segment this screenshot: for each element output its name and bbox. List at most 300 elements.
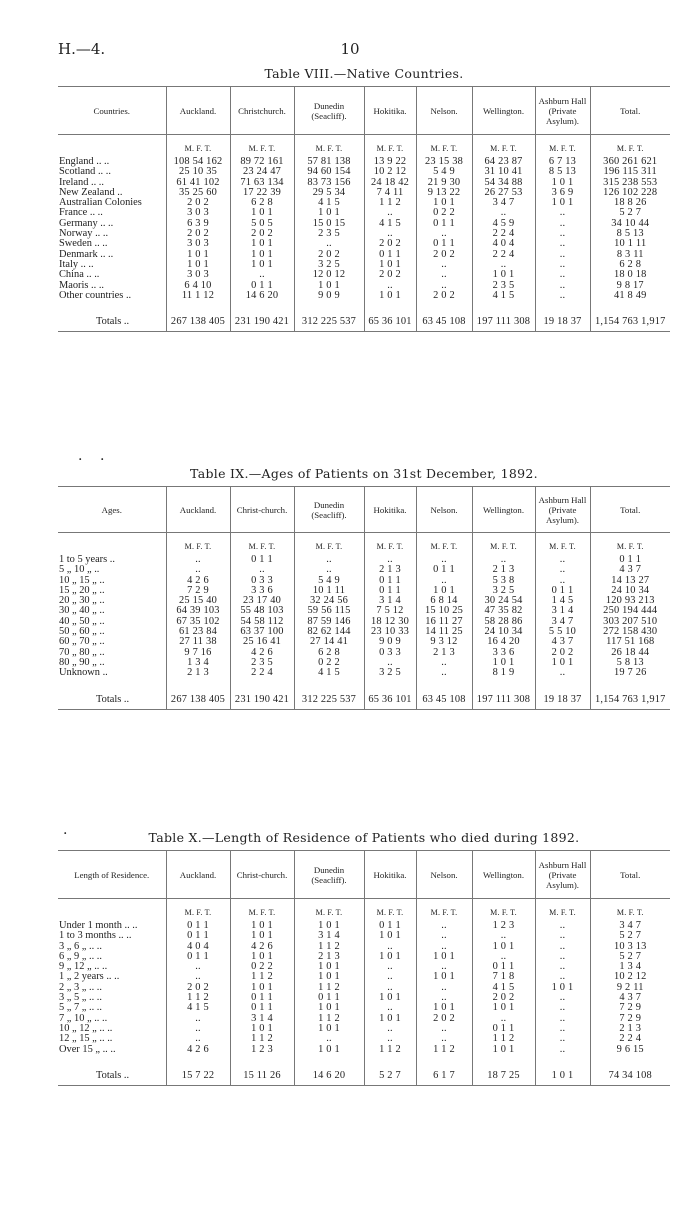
- row-cell: 2 1 3: [364, 565, 416, 575]
- row-cell: 0 1 1: [294, 993, 364, 1003]
- row-cell: ..: [416, 229, 472, 239]
- table-row: [58, 993, 670, 1003]
- row-cell: 0 1 1: [230, 993, 294, 1003]
- row-cell: ..: [472, 1014, 535, 1024]
- row-cell: 7 4 11: [364, 188, 416, 198]
- row-cell: ..: [535, 291, 590, 301]
- table-row: [58, 229, 670, 239]
- row-cell: 1 0 1: [230, 239, 294, 249]
- row-cell: 1 0 1: [364, 291, 416, 301]
- subheader-mft: M. F. T.: [230, 905, 294, 921]
- subheader-row: [58, 539, 670, 555]
- row-cell: 6 4 10: [166, 281, 230, 291]
- row-cell: 4 0 4: [166, 942, 230, 952]
- row-cell: 108 54 162: [166, 157, 230, 167]
- row-cell: 29 5 34: [294, 188, 364, 198]
- column-header: Total.: [590, 487, 670, 533]
- subheader-mft: M. F. T.: [416, 141, 472, 157]
- row-cell: 2 1 3: [294, 952, 364, 962]
- row-cell: 1 1 2: [230, 1034, 294, 1044]
- totals-cell: 197 111 308: [472, 691, 535, 710]
- totals-cell: 15 7 22: [166, 1067, 230, 1086]
- table-row: [58, 1034, 670, 1044]
- row-cell: 82 62 144: [294, 627, 364, 637]
- row-cell: 2 0 2: [364, 270, 416, 280]
- table-row: [58, 972, 670, 982]
- row-label: Australian Colonies: [59, 198, 142, 209]
- row-cell: 1 0 1: [166, 260, 230, 270]
- row-cell: 1 0 1: [294, 1003, 364, 1013]
- row-label: Unknown ..: [59, 668, 108, 679]
- subheader-mft: M. F. T.: [472, 539, 535, 555]
- row-cell: ..: [364, 1024, 416, 1034]
- row-label: Other countries ..: [59, 290, 132, 301]
- row-cell: ..: [416, 983, 472, 993]
- table-title: Table VIII.—Native Countries.: [264, 66, 464, 81]
- row-cell: 1 1 2: [294, 983, 364, 993]
- table-native-countries-section: [58, 62, 670, 332]
- row-label: 30 „ 40 „ ..: [59, 606, 105, 617]
- row-cell: ..: [535, 555, 590, 565]
- table-row: [58, 178, 670, 188]
- row-label: 1 to 3 months .. ..: [59, 931, 132, 942]
- row-cell: ..: [416, 921, 472, 931]
- row-cell: ..: [166, 1024, 230, 1034]
- row-cell: 303 207 510: [590, 617, 670, 627]
- row-cell: 6 7 13: [535, 157, 590, 167]
- row-cell: ..: [535, 281, 590, 291]
- row-label: Germany .. ..: [59, 218, 114, 229]
- row-cell: 1 1 2: [472, 1034, 535, 1044]
- row-cell: 25 16 41: [230, 637, 294, 647]
- row-cell: 2 1 3: [472, 565, 535, 575]
- row-cell: ..: [535, 260, 590, 270]
- row-cell: 2 1 3: [166, 668, 230, 678]
- row-cell: 67 35 102: [166, 617, 230, 627]
- row-label: 15 „ 20 „ ..: [59, 585, 105, 596]
- column-header: Christchurch.: [230, 87, 294, 135]
- row-cell: ..: [166, 555, 230, 565]
- row-cell: 3 6 9: [535, 188, 590, 198]
- row-cell: 27 14 41: [294, 637, 364, 647]
- subheader-mft: M. F. T.: [472, 905, 535, 921]
- table-row: [58, 942, 670, 952]
- row-cell: 0 1 1: [230, 555, 294, 565]
- column-header: Hokitika.: [364, 87, 416, 135]
- row-cell: ..: [364, 229, 416, 239]
- row-cell: 0 1 1: [166, 931, 230, 941]
- row-cell: 4 5 9: [472, 219, 535, 229]
- row-label: 3 „ 5 „ .. ..: [59, 993, 102, 1004]
- table-title: Table IX.—Ages of Patients on 31st December, 1892.: [190, 466, 538, 481]
- row-label: Denmark .. ..: [59, 249, 114, 260]
- table-row: [58, 668, 670, 678]
- row-cell: 27 11 38: [166, 637, 230, 647]
- row-cell: ..: [364, 658, 416, 668]
- column-header: Wellington.: [472, 487, 535, 533]
- row-cell: 10 1 11: [294, 586, 364, 596]
- table-row: [58, 198, 670, 208]
- row-cell: 0 1 1: [416, 239, 472, 249]
- column-header: Total.: [590, 851, 670, 899]
- row-cell: 3 0 3: [166, 239, 230, 249]
- row-cell: 10 1 11: [590, 239, 670, 249]
- table-row: [58, 291, 670, 301]
- row-cell: 1 0 1: [364, 931, 416, 941]
- row-cell: 1 1 2: [230, 972, 294, 982]
- row-cell: 64 23 87: [472, 157, 535, 167]
- row-cell: 1 0 1: [472, 1003, 535, 1013]
- table-row: [58, 260, 670, 270]
- row-cell: 6 2 8: [294, 648, 364, 658]
- row-cell: 47 35 82: [472, 606, 535, 616]
- row-cell: 30 24 54: [472, 596, 535, 606]
- row-cell: 94 60 154: [294, 167, 364, 177]
- data-table: [58, 850, 670, 1086]
- row-cell: ..: [535, 1003, 590, 1013]
- data-table: [58, 486, 670, 710]
- row-cell: 1 3 4: [166, 658, 230, 668]
- row-cell: 3 2 5: [472, 586, 535, 596]
- row-cell: 1 0 1: [294, 281, 364, 291]
- column-header: Total.: [590, 87, 670, 135]
- header-row: [58, 487, 670, 533]
- column-header: Hokitika.: [364, 851, 416, 899]
- table-row: [58, 1045, 670, 1055]
- row-cell: ..: [364, 983, 416, 993]
- row-cell: 14 11 25: [416, 627, 472, 637]
- totals-label: Totals ..: [58, 691, 166, 710]
- row-cell: ..: [416, 281, 472, 291]
- column-header: Christ-church.: [230, 851, 294, 899]
- row-cell: 58 28 86: [472, 617, 535, 627]
- row-label: New Zealand ..: [59, 187, 123, 198]
- table-row: [58, 1024, 670, 1034]
- row-cell: 8 5 13: [590, 229, 670, 239]
- row-cell: 1 0 1: [535, 658, 590, 668]
- totals-cell: 231 190 421: [230, 313, 294, 332]
- row-cell: 1 1 2: [294, 942, 364, 952]
- row-cell: 1 0 1: [294, 972, 364, 982]
- row-cell: 4 1 5: [472, 291, 535, 301]
- row-cell: 1 0 1: [364, 952, 416, 962]
- subheader-mft: M. F. T.: [590, 141, 670, 157]
- row-cell: ..: [535, 1014, 590, 1024]
- row-cell: ..: [535, 208, 590, 218]
- table-row: [58, 921, 670, 931]
- row-cell: ..: [535, 250, 590, 260]
- row-cell: ..: [416, 1024, 472, 1034]
- row-cell: ..: [364, 962, 416, 972]
- totals-cell: 18 7 25: [472, 1067, 535, 1086]
- row-cell: 0 3 3: [364, 648, 416, 658]
- row-cell: 2 0 2: [416, 250, 472, 260]
- row-cell: 13 9 22: [364, 157, 416, 167]
- subheader-mft: M. F. T.: [416, 905, 472, 921]
- totals-label: Totals ..: [58, 1067, 166, 1086]
- totals-cell: 1,154 763 1,917: [590, 313, 670, 332]
- row-cell: 1 0 1: [535, 198, 590, 208]
- table-length-of-residence-section: [58, 826, 670, 1086]
- table-row: [58, 648, 670, 658]
- table-row: [58, 576, 670, 586]
- row-cell: 8 1 9: [472, 668, 535, 678]
- row-cell: 0 1 1: [535, 586, 590, 596]
- row-cell: 126 102 228: [590, 188, 670, 198]
- subheader-mft: M. F. T.: [230, 539, 294, 555]
- row-cell: 5 2 7: [590, 952, 670, 962]
- table-row: [58, 281, 670, 291]
- row-cell: 63 37 100: [230, 627, 294, 637]
- row-cell: 2 2 4: [230, 668, 294, 678]
- row-label: Maoris .. ..: [59, 280, 105, 291]
- row-cell: ..: [416, 1034, 472, 1044]
- row-cell: 18 0 18: [590, 270, 670, 280]
- row-label: Italy .. ..: [59, 259, 94, 270]
- row-cell: ..: [416, 931, 472, 941]
- row-cell: 16 11 27: [416, 617, 472, 627]
- row-cell: ..: [535, 993, 590, 1003]
- row-cell: ..: [364, 555, 416, 565]
- row-cell: 3 1 4: [364, 596, 416, 606]
- row-cell: 0 1 1: [472, 1024, 535, 1034]
- totals-cell: 15 11 26: [230, 1067, 294, 1086]
- row-cell: ..: [472, 555, 535, 565]
- row-cell: 2 0 2: [416, 291, 472, 301]
- row-label: 5 „ 7 „ .. ..: [59, 1003, 102, 1014]
- row-cell: 9 2 11: [590, 983, 670, 993]
- table-row: [58, 658, 670, 668]
- totals-cell: 312 225 537: [294, 313, 364, 332]
- row-cell: ..: [535, 1034, 590, 1044]
- table-row: [58, 952, 670, 962]
- page-reference: H.—4.: [58, 40, 106, 58]
- row-cell: 0 1 1: [364, 586, 416, 596]
- column-header: Christ-church.: [230, 487, 294, 533]
- row-cell: 19 7 26: [590, 668, 670, 678]
- row-cell: 5 4 9: [294, 576, 364, 586]
- row-cell: 1 4 5: [535, 596, 590, 606]
- row-cell: ..: [472, 952, 535, 962]
- totals-cell: 63 45 108: [416, 313, 472, 332]
- row-cell: 15 0 15: [294, 219, 364, 229]
- row-cell: 18 8 26: [590, 198, 670, 208]
- totals-cell: 267 138 405: [166, 313, 230, 332]
- row-label: 3 „ 6 „ .. ..: [59, 941, 102, 952]
- row-label: 10 „ 15 „ ..: [59, 575, 105, 586]
- subheader-mft: M. F. T.: [535, 905, 590, 921]
- row-cell: 0 1 1: [230, 1003, 294, 1013]
- row-cell: 1 0 1: [416, 586, 472, 596]
- row-cell: ..: [416, 555, 472, 565]
- row-label: 12 „ 15 „ .. ..: [59, 1034, 113, 1045]
- row-cell: ..: [472, 931, 535, 941]
- totals-cell: 231 190 421: [230, 691, 294, 710]
- column-header: Dunedin (Seacliff).: [294, 87, 364, 135]
- row-cell: ..: [416, 576, 472, 586]
- subheader-mft: M. F. T.: [364, 141, 416, 157]
- column-header: Wellington.: [472, 851, 535, 899]
- row-cell: 3 2 5: [294, 260, 364, 270]
- row-cell: 6 2 8: [230, 198, 294, 208]
- row-cell: 2 2 4: [590, 1034, 670, 1044]
- row-cell: 1 0 1: [416, 1003, 472, 1013]
- totals-cell: 267 138 405: [166, 691, 230, 710]
- row-cell: 26 18 44: [590, 648, 670, 658]
- row-label: 80 „ 90 „ ..: [59, 657, 105, 668]
- row-cell: 11 1 12: [166, 291, 230, 301]
- row-cell: 7 2 9: [590, 1014, 670, 1024]
- row-cell: 2 0 2: [166, 983, 230, 993]
- row-cell: 0 2 2: [294, 658, 364, 668]
- row-cell: 15 10 25: [416, 606, 472, 616]
- column-header: Auckland.: [166, 87, 230, 135]
- row-cell: 2 0 2: [416, 1014, 472, 1024]
- table-title: Table X.—Length of Residence of Patients who died during 1892.: [148, 830, 580, 845]
- column-header: Dunedin (Seacliff).: [294, 851, 364, 899]
- row-cell: ..: [535, 1045, 590, 1055]
- row-cell: 24 10 34: [590, 586, 670, 596]
- totals-cell: 14 6 20: [294, 1067, 364, 1086]
- row-cell: 2 0 2: [166, 198, 230, 208]
- row-cell: 1 0 1: [535, 983, 590, 993]
- column-header-label: Length of Residence.: [58, 851, 166, 899]
- row-label: 10 „ 12 „ .. ..: [59, 1023, 113, 1034]
- row-cell: 0 1 1: [166, 921, 230, 931]
- row-label: Norway .. ..: [59, 229, 109, 240]
- row-cell: 10 2 12: [590, 972, 670, 982]
- row-cell: 120 93 213: [590, 596, 670, 606]
- column-header: Ashburn Hall (Private Asylum).: [535, 87, 590, 135]
- totals-cell: 5 2 7: [364, 1067, 416, 1086]
- row-cell: 35 25 60: [166, 188, 230, 198]
- row-cell: 9 13 22: [416, 188, 472, 198]
- subheader-mft: M. F. T.: [166, 539, 230, 555]
- row-cell: 9 7 16: [166, 648, 230, 658]
- subheader-mft: M. F. T.: [590, 905, 670, 921]
- row-cell: 31 10 41: [472, 167, 535, 177]
- row-cell: 87 59 146: [294, 617, 364, 627]
- row-cell: 1 0 1: [230, 260, 294, 270]
- row-cell: 9 0 9: [364, 637, 416, 647]
- row-cell: 4 2 6: [166, 576, 230, 586]
- totals-cell: 6 1 7: [416, 1067, 472, 1086]
- table-row: [58, 219, 670, 229]
- row-cell: 1 0 1: [230, 952, 294, 962]
- totals-row: [58, 1067, 670, 1086]
- row-cell: 0 1 1: [416, 219, 472, 229]
- subheader-mft: M. F. T.: [416, 539, 472, 555]
- data-table: [58, 86, 670, 332]
- row-cell: 54 34 88: [472, 178, 535, 188]
- row-cell: 3 3 6: [230, 586, 294, 596]
- row-cell: 1 0 1: [472, 270, 535, 280]
- row-cell: 0 3 3: [230, 576, 294, 586]
- row-cell: 3 3 6: [472, 648, 535, 658]
- row-cell: 7 2 9: [166, 586, 230, 596]
- table-row: [58, 1014, 670, 1024]
- row-cell: 0 1 1: [590, 555, 670, 565]
- divider-dot: .: [100, 448, 105, 464]
- row-cell: 9 6 15: [590, 1045, 670, 1055]
- subheader-mft: M. F. T.: [166, 141, 230, 157]
- row-cell: ..: [166, 1034, 230, 1044]
- row-cell: 1 0 1: [294, 921, 364, 931]
- table-row: [58, 931, 670, 941]
- row-cell: 1 0 1: [166, 250, 230, 260]
- row-cell: 250 194 444: [590, 606, 670, 616]
- row-cell: 2 2 4: [472, 250, 535, 260]
- row-cell: 1 0 1: [416, 972, 472, 982]
- row-cell: ..: [364, 972, 416, 982]
- row-cell: 3 2 5: [364, 668, 416, 678]
- column-header: Auckland.: [166, 851, 230, 899]
- row-cell: 3 1 4: [294, 931, 364, 941]
- row-cell: ..: [535, 972, 590, 982]
- divider-dot: .: [63, 822, 68, 838]
- row-cell: 7 2 9: [590, 1003, 670, 1013]
- row-label: 9 „ 12 „ .. ..: [59, 962, 108, 973]
- row-cell: ..: [364, 1034, 416, 1044]
- row-cell: 4 3 7: [590, 565, 670, 575]
- totals-cell: 19 18 37: [535, 691, 590, 710]
- table-row: [58, 1003, 670, 1013]
- row-cell: 32 24 56: [294, 596, 364, 606]
- table-row: [58, 983, 670, 993]
- row-cell: 2 0 2: [166, 229, 230, 239]
- row-cell: 9 0 9: [294, 291, 364, 301]
- row-cell: 23 17 40: [230, 596, 294, 606]
- row-cell: 2 0 2: [472, 993, 535, 1003]
- row-cell: ..: [416, 962, 472, 972]
- table-row: [58, 627, 670, 637]
- row-cell: ..: [535, 962, 590, 972]
- row-cell: ..: [416, 993, 472, 1003]
- row-label: 40 „ 50 „ ..: [59, 616, 105, 627]
- row-cell: 4 0 4: [472, 239, 535, 249]
- row-cell: 4 3 7: [535, 637, 590, 647]
- row-label: 2 „ 3 „ .. ..: [59, 982, 102, 993]
- row-label: Under 1 month .. ..: [59, 921, 138, 931]
- row-cell: 24 18 42: [364, 178, 416, 188]
- row-cell: 3 0 3: [166, 208, 230, 218]
- row-cell: ..: [364, 1003, 416, 1013]
- row-cell: 23 24 47: [230, 167, 294, 177]
- row-cell: 23 10 33: [364, 627, 416, 637]
- row-cell: 89 72 161: [230, 157, 294, 167]
- row-label: 1 „ 2 years .. ..: [59, 972, 120, 983]
- row-cell: 1 0 1: [364, 260, 416, 270]
- column-header: Dunedin (Seacliff).: [294, 487, 364, 533]
- row-cell: 64 39 103: [166, 606, 230, 616]
- totals-cell: 312 225 537: [294, 691, 364, 710]
- column-header: Hokitika.: [364, 487, 416, 533]
- table-row: [58, 270, 670, 280]
- row-label: 1 to 5 years ..: [59, 555, 115, 565]
- row-cell: 57 81 138: [294, 157, 364, 167]
- row-cell: 1 3 4: [590, 962, 670, 972]
- row-label: 70 „ 80 „ ..: [59, 647, 105, 658]
- row-cell: 3 4 7: [472, 198, 535, 208]
- divider-dot: .: [78, 448, 83, 464]
- totals-cell: 19 18 37: [535, 313, 590, 332]
- row-cell: 0 2 2: [230, 962, 294, 972]
- table-row: [58, 188, 670, 198]
- table-row: [58, 157, 670, 167]
- row-cell: 17 22 39: [230, 188, 294, 198]
- row-cell: 10 3 13: [590, 942, 670, 952]
- subheader-mft: M. F. T.: [364, 539, 416, 555]
